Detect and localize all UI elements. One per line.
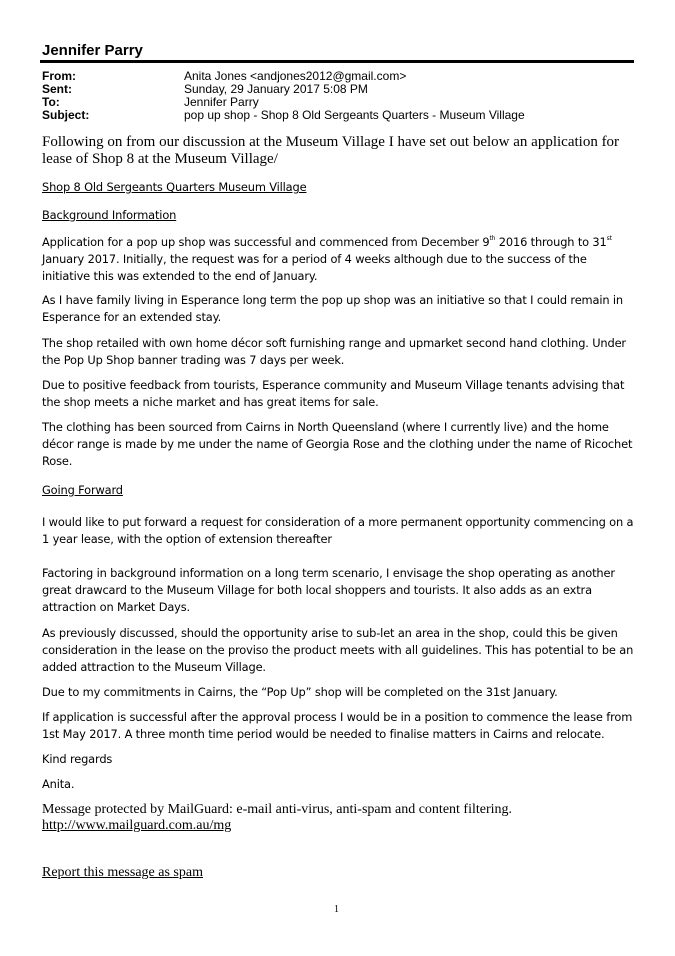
subject-value: pop up shop - Shop 8 Old Sergeants Quarters - Museum Village	[184, 108, 525, 122]
going-forward-heading: Going Forward	[42, 483, 123, 497]
page-number: 1	[334, 904, 339, 915]
p1-text-b: 2016 through to 31	[495, 235, 607, 249]
p1-superscript-st: st	[606, 235, 612, 242]
mailbox-owner-name: Jennifer Parry	[42, 42, 143, 59]
paragraph-positive-feedback: Due to positive feedback from tourists, Esperance community and Museum Village tenants advising that the shop meets a niche market and has great items for sale.	[42, 378, 625, 409]
paragraph-clothing-source: The clothing has been sourced from Cairns in North Queensland (where I currently live) and the home décor range is made by me under the name of Georgia Rose and the clothing under the name of Ricochet Rose.	[42, 420, 633, 468]
from-label: From:	[42, 69, 76, 83]
email-header	[42, 70, 525, 122]
to-value: Jennifer Parry	[184, 95, 259, 109]
to-label: To:	[42, 95, 60, 109]
background-heading: Background Information	[42, 208, 177, 222]
sent-value: Sunday, 29 January 2017 5:08 PM	[184, 82, 368, 96]
signature: Anita.	[42, 777, 75, 791]
shop-heading: Shop 8 Old Sergeants Quarters Museum Village	[42, 180, 307, 194]
kind-regards: Kind regards	[42, 752, 113, 766]
p1-text-a: Application for a pop up shop was successful and commenced from December 9	[42, 235, 490, 249]
header-rule	[40, 60, 634, 63]
report-spam-link[interactable]: Report this message as spam	[42, 865, 203, 880]
paragraph-application: If application is successful after the approval process I would be in a position to commence the lease from 1st May 2017. A three month time period would be needed to finalise matters in Cairns and relocate.	[42, 710, 633, 741]
intro-paragraph: Following on from our discussion at the Museum Village I have set out below an application for lease of Shop 8 at the Museum Village/	[42, 134, 620, 167]
sent-row	[42, 83, 525, 96]
paragraph-sub-let: As previously discussed, should the opportunity arise to sub-let an area in the shop, could this be given consideration in the lease on the proviso the product meets with all guidelines. This has potential to be an added attraction to the Museum Village.	[42, 626, 634, 674]
mailguard-link[interactable]: http://www.mailguard.com.au/mg	[42, 818, 232, 833]
subject-label: Subject:	[42, 108, 90, 122]
paragraph-long-term: Factoring in background information on a long term scenario, I envisage the shop operating as another great drawcard to the Museum Village for both local shoppers and tourists. It also adds as an extra attraction on Market Days.	[42, 566, 615, 614]
from-value: Anita Jones <andjones2012@gmail.com>	[184, 69, 407, 83]
sent-label: Sent:	[42, 82, 72, 96]
paragraph-family-esperance: As I have family living in Esperance long term the pop up shop was an initiative so that I could remain in Esperance for an extended stay.	[42, 293, 623, 324]
paragraph-commitments: Due to my commitments in Cairns, the “Pop Up” shop will be completed on the 31st January.	[42, 685, 558, 699]
subject-row	[42, 109, 525, 122]
paragraph-pop-up-success	[42, 234, 638, 285]
paragraph-shop-retail: The shop retailed with own home décor soft furnishing range and upmarket second hand clothing. Under the Pop Up Shop banner trading was 7 days per week.	[42, 336, 626, 367]
mailguard-notice: Message protected by MailGuard: e-mail anti-virus, anti-spam and content filtering.	[42, 802, 513, 817]
paragraph-lease-request: I would like to put forward a request for consideration of a more permanent opportunity commencing on a 1 year lease, with the option of extension thereafter	[42, 515, 634, 546]
p1-text-c: January 2017. Initially, the request was for a period of 4 weeks although due to the success of the initiative this was extended to the end of January.	[42, 252, 587, 283]
p1-superscript-th: th	[489, 235, 496, 242]
